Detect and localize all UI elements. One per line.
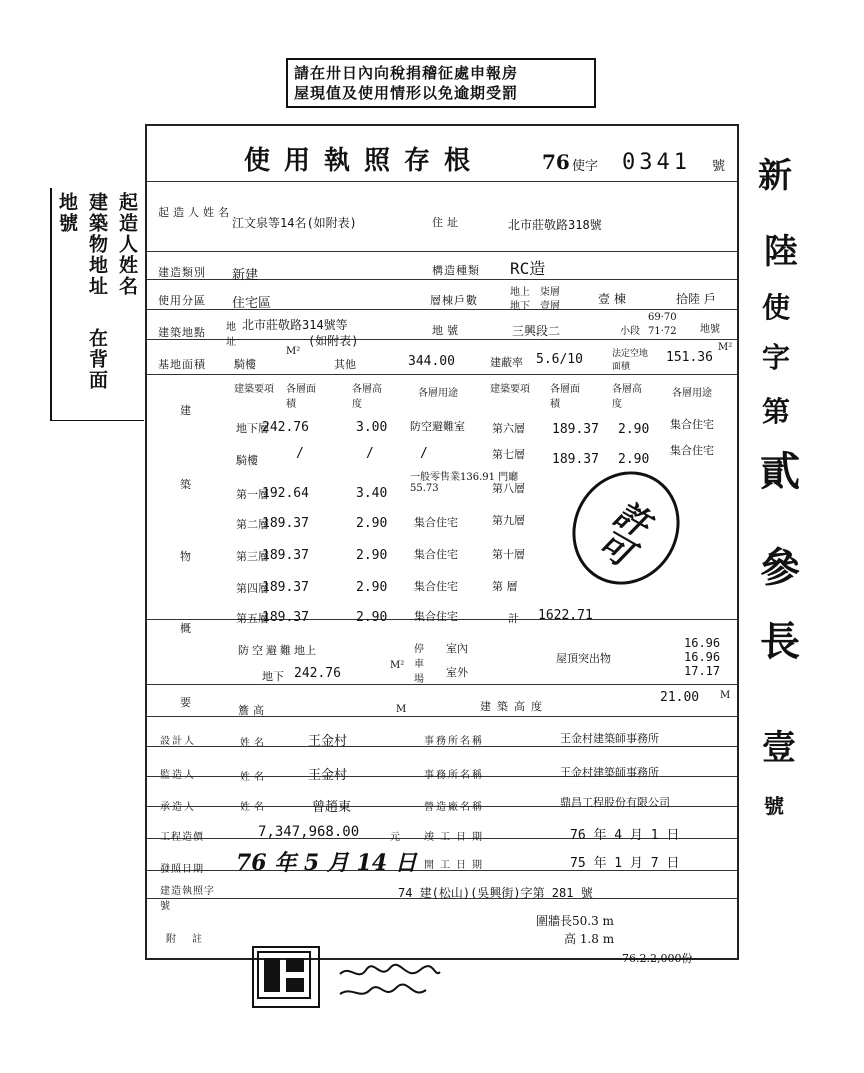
side-col-1: 起造人姓名 — [116, 192, 138, 297]
arcade-unit: M² — [286, 346, 301, 357]
floor-area: 189.37 — [552, 422, 599, 437]
col-head-area-2: 各層面積 — [550, 384, 580, 410]
floors-label: 層棟戶數 — [430, 294, 478, 307]
edge-char-4: 字 — [762, 341, 791, 374]
col-head-height-2: 各層高度 — [612, 384, 642, 410]
col-head-item: 建築要項 — [234, 384, 274, 395]
remarks-label: 附註 — [166, 934, 218, 945]
floor-use: 集合住宅 — [414, 516, 458, 529]
shelter-unit: M² — [390, 660, 405, 671]
designer-office-label: 事務所名稱 — [424, 736, 484, 747]
below-ground-value: 壹層 — [540, 301, 560, 312]
designer-office: 王金村建築師事務所 — [560, 732, 659, 745]
fence-height: 高 1.8 m — [564, 932, 615, 946]
floor-name: 地下層 — [236, 422, 269, 435]
building-count: 壹 棟 — [598, 292, 626, 306]
contractor-name-label: 姓名 — [240, 802, 268, 813]
floor-name: 第九層 — [492, 514, 525, 527]
floor-area: 189.37 — [552, 452, 599, 467]
floor-name: 第五層 — [236, 612, 269, 625]
side-col-5: 在背面 — [86, 328, 108, 391]
floor-use: 一般零售業136.91 門廳55.73 — [410, 472, 519, 494]
eave-height-unit: M — [396, 704, 407, 715]
col-head-area: 各層面積 — [286, 384, 316, 410]
supervisor-role: 監造人 — [160, 770, 196, 781]
contractor-name: 曾趙東 — [312, 800, 352, 815]
parking-label: 停車場 — [414, 644, 424, 685]
supervisor-office: 王金村建築師事務所 — [560, 766, 659, 779]
contractor-firm-label: 營造廠名稱 — [424, 802, 484, 813]
start-date-label: 開工日期 — [424, 860, 488, 871]
floor-area: 189.37 — [262, 516, 309, 531]
arcade-label: 騎樓 — [234, 358, 256, 371]
issue-date-value: 76 年 5 月 14 日 — [236, 850, 417, 876]
cost-value: 7,347,968.00 — [258, 824, 360, 840]
building-type-value: 新建 — [232, 268, 259, 283]
permit-suffix: 號 — [712, 159, 726, 174]
edge-char-10: 號 — [764, 794, 784, 818]
structure-label: 構造種類 — [432, 264, 480, 277]
floor-area: 192.64 — [262, 486, 309, 501]
floor-height: 2.90 — [356, 548, 388, 563]
coverage-value: 5.6/10 — [536, 352, 583, 367]
below-ground-label: 地下 — [510, 301, 530, 312]
seal-icon — [254, 948, 314, 1002]
edge-char-3: 使 — [762, 291, 791, 324]
floor-total-area: 1622.71 — [538, 608, 593, 623]
lot-subsection: 小段 — [620, 326, 640, 337]
site-address-label: 地址 — [226, 322, 236, 348]
eave-height-label: 簷高 — [238, 704, 268, 717]
notice-line-2: 屋現值及使用情形以免逾期受罰 — [294, 84, 519, 102]
floor-name: 第三層 — [236, 550, 269, 563]
lot-suffix: 地號 — [700, 324, 720, 335]
building-type-label: 建造類別 — [158, 266, 206, 279]
edge-char-7: 參 — [760, 545, 800, 591]
construction-permit-value: 74 建(松山)(吳興街)字第 281 號 — [398, 886, 593, 900]
floor-name: 第二層 — [236, 518, 269, 531]
floor-use: / — [420, 446, 428, 461]
floor-height: 3.00 — [356, 420, 388, 435]
issue-date-label: 發照日期 — [160, 864, 204, 875]
owner-address-value: 北市莊敬路318號 — [508, 218, 602, 232]
floor-name: 騎樓 — [236, 454, 258, 467]
floor-name: 第六層 — [492, 422, 525, 435]
other-area-label: 其他 — [334, 358, 356, 371]
page-title: 使用執照存根 — [244, 146, 485, 176]
roof-protrusion-label: 屋頂突出物 — [556, 652, 611, 665]
building-height-unit: M — [720, 690, 731, 701]
site-address-note: (如附表) — [308, 334, 359, 348]
lot-numbers-b: 71·72 — [648, 326, 677, 337]
other-area-value: 344.00 — [408, 354, 455, 369]
floor-area: / — [296, 446, 304, 461]
supervisor-office-label: 事務所名稱 — [424, 770, 484, 781]
floor-use: 集合住宅 — [414, 580, 458, 593]
side-col-2: 建築物地址 — [86, 192, 108, 297]
completion-date: 76 年 4 月 1 日 — [570, 828, 680, 843]
floor-area: 242.76 — [262, 420, 309, 435]
side-col-3: 地號 — [56, 192, 78, 234]
floor-height: / — [366, 446, 374, 461]
designer-name: 王金村 — [308, 734, 348, 749]
construction-permit-label: 建造執照字號 — [160, 886, 215, 912]
completion-label: 竣工日期 — [424, 832, 488, 843]
owner-label: 起造人姓名 — [158, 206, 233, 219]
shelter-above-label: 地上 — [294, 644, 316, 657]
floor-height: 2.90 — [356, 580, 388, 595]
site-label: 建築地點 — [158, 326, 206, 339]
floor-height: 2.90 — [356, 610, 388, 625]
floor-height: 2.90 — [618, 422, 650, 437]
side-note-box — [50, 188, 144, 421]
site-address-value: 北市莊敬路314號等 — [242, 318, 348, 332]
section-char-3: 物 — [180, 550, 195, 563]
col-head-use: 各層用途 — [418, 388, 458, 399]
edge-char-1: 新 — [758, 156, 792, 196]
floor-name: 計 — [508, 612, 519, 625]
unit-count: 拾陸 戶 — [676, 292, 716, 306]
site-area-label: 基地面積 — [158, 358, 206, 371]
building-height-label: 建築高度 — [480, 700, 548, 713]
floor-area: 189.37 — [262, 580, 309, 595]
legal-open-unit: M² — [718, 342, 733, 353]
approval-stamp-text: 許可 — [586, 491, 656, 571]
designer-role: 設計人 — [160, 736, 196, 747]
parking-outdoor-label: 室外 — [446, 666, 468, 679]
lot-numbers-a: 69·70 — [648, 312, 677, 323]
section-char-5: 要 — [180, 696, 195, 709]
floor-use: 集合住宅 — [414, 610, 458, 623]
signature-handwriting — [336, 960, 446, 1004]
roof-protrusion-2: 16.96 — [684, 650, 721, 664]
lot-section: 三興段二 — [512, 324, 561, 338]
col-head-height: 各層高度 — [352, 384, 382, 410]
floor-use: 集合住宅 — [670, 444, 714, 457]
payment-notice-stamp — [286, 58, 596, 108]
owner-address-label: 住址 — [432, 216, 462, 229]
floor-name: 第十層 — [492, 548, 525, 561]
roof-protrusion-1: 16.96 — [684, 636, 721, 650]
floor-name: 第四層 — [236, 582, 269, 595]
floor-name: 第七層 — [492, 448, 525, 461]
print-code: 76.2.2,000份 — [622, 952, 693, 965]
floor-area: 189.37 — [262, 548, 309, 563]
above-ground-label: 地上 — [510, 287, 530, 298]
official-seal-stamp — [252, 946, 320, 1008]
floor-use: 集合住宅 — [414, 548, 458, 561]
start-date: 75 年 1 月 7 日 — [570, 856, 680, 871]
lot-label: 地號 — [432, 324, 462, 337]
building-height-value: 21.00 — [660, 690, 700, 705]
adjacent-page-fragment — [740, 140, 864, 830]
floor-name: 第 層 — [492, 580, 518, 593]
floor-height: 2.90 — [618, 452, 650, 467]
designer-name-label: 姓名 — [240, 738, 268, 749]
contractor-role: 承造人 — [160, 802, 196, 813]
owner-value: 江文泉等14名(如附表) — [232, 216, 357, 230]
roof-protrusion-3: 17.17 — [684, 664, 721, 678]
parking-indoor-label: 室內 — [446, 642, 468, 655]
supervisor-name: 王金村 — [308, 768, 348, 783]
signature-icon — [336, 960, 446, 1004]
use-zone-value: 住宅區 — [232, 296, 272, 311]
section-char-1: 建 — [180, 404, 195, 417]
coverage-label: 建蔽率 — [490, 356, 523, 369]
cost-unit: 元 — [390, 832, 400, 843]
notice-line-1: 請在卅日內向稅捐稽征處申報房 — [294, 64, 519, 82]
permit-number: 0341 — [622, 150, 691, 175]
above-ground-value: 柒層 — [540, 287, 560, 298]
edge-char-2: 陸 — [764, 232, 798, 272]
permit-year: 76 — [542, 150, 570, 174]
floor-name: 第八層 — [492, 482, 525, 495]
edge-char-8: 長 — [760, 619, 800, 665]
cost-label: 工程造價 — [160, 832, 204, 843]
floor-height: 2.90 — [356, 516, 388, 531]
edge-char-6: 貳 — [760, 449, 800, 495]
shelter-label: 防空避難 — [238, 644, 294, 657]
col-head-use-2: 各層用途 — [672, 388, 712, 399]
edge-char-5: 第 — [762, 395, 791, 428]
legal-open-label: 法定空地面積 — [612, 349, 649, 372]
floor-use: 防空避難室 — [410, 420, 465, 433]
use-zone-label: 使用分區 — [158, 294, 206, 307]
legal-open-value: 151.36 — [666, 350, 713, 365]
shelter-below-value: 242.76 — [294, 666, 341, 681]
floor-height: 3.40 — [356, 486, 388, 501]
floor-name: 第一層 — [236, 488, 269, 501]
structure-value: RC造 — [510, 259, 546, 278]
permit-char: 使字 — [572, 159, 599, 174]
contractor-firm: 鼎昌工程股份有限公司 — [560, 796, 670, 809]
fence-length: 圍牆長50.3 m — [536, 914, 614, 928]
shelter-below-label: 地下 — [262, 670, 284, 683]
section-char-4: 概 — [180, 622, 195, 635]
section-char-2: 築 — [180, 478, 195, 491]
edge-char-9: 壹 — [762, 728, 796, 768]
floor-area: 189.37 — [262, 610, 309, 625]
floor-use: 集合住宅 — [670, 418, 714, 431]
col-head-item-2: 建築要項 — [490, 384, 530, 395]
supervisor-name-label: 姓名 — [240, 772, 268, 783]
